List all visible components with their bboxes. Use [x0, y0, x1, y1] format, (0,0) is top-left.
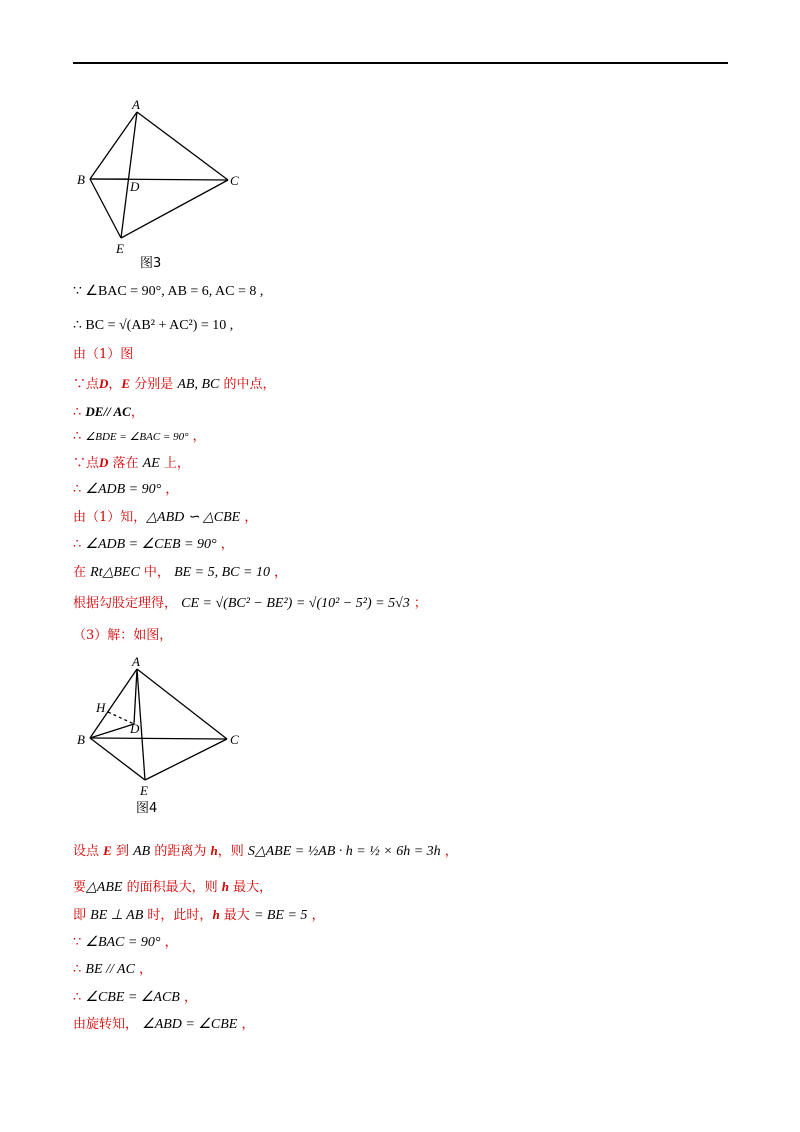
segment-be: [90, 179, 121, 238]
line-4: ∵点D，E 分别是 AB, BC 的中点，: [73, 376, 276, 392]
header-rule: [73, 62, 728, 64]
figure-4: [0, 652, 260, 827]
label-b: B: [77, 172, 85, 187]
label-e: E: [140, 783, 148, 798]
segment-ce: [145, 739, 227, 780]
segment-bc: [90, 738, 227, 739]
label-e: E: [116, 241, 124, 256]
line-3: 由（1）图: [73, 347, 134, 362]
line-6: ∴ ∠BDE = ∠BAC = 90° ，: [73, 429, 206, 444]
segment-ac: [137, 112, 228, 180]
line-1: ∵ ∠BAC = 90°, AB = 6, AC = 8 ,: [73, 284, 264, 299]
line-19: ∴ ∠CBE = ∠ACB ，: [73, 990, 197, 1005]
segment-be: [90, 738, 145, 780]
line-12: 根据勾股定理得， CE = √(BC² − BE²) = √(10² − 5²) = 5√3 ；: [73, 596, 427, 611]
label-a: A: [132, 97, 140, 112]
line-17: ∵ ∠BAC = 90° ，: [73, 935, 178, 950]
label-h: H: [96, 700, 106, 715]
figure-3-caption: 图3: [140, 256, 162, 271]
line-18: ∴ BE // AC ，: [73, 962, 153, 977]
line-20: 由旋转知， ∠ABD = ∠CBE ，: [73, 1017, 255, 1032]
line-16: 即 BE ⊥ AB 时，此时，h 最大 = BE = 5 ，: [73, 907, 325, 923]
line-5: ∴ DE// AC，: [73, 404, 144, 420]
label-b: B: [77, 732, 85, 747]
label-d: D: [130, 179, 140, 194]
label-c: C: [230, 173, 239, 188]
line-10: ∴ ∠ADB = ∠CEB = 90° ，: [73, 537, 234, 552]
line-13: （3）解：如图，: [73, 628, 173, 643]
segment-ac: [137, 669, 227, 739]
label-a: A: [132, 654, 140, 669]
label-c: C: [230, 732, 239, 747]
line-15: 要△ABE 的面积最大，则 h 最大，: [73, 879, 273, 895]
segment-ad: [134, 669, 137, 724]
line-11: 在 Rt△BEC 中， BE = 5, BC = 10 ，: [73, 565, 288, 580]
figure-3: [0, 95, 260, 270]
line-7: ∵点D 落在 AE 上，: [73, 455, 190, 471]
line-2: ∴ BC = √(AB² + AC²) = 10 ,: [73, 318, 234, 333]
segment-bd: [90, 724, 134, 738]
line-9: 由（1）知，△ABD ∽ △CBE ，: [73, 510, 258, 525]
line-14: 设点 E 到 AB 的距离为 h，则 S△ABE = ½AB · h = ½ × 6h = 3h ，: [73, 843, 458, 859]
label-d: D: [130, 721, 140, 736]
figure-4-caption: 图4: [136, 801, 158, 816]
line-8: ∴ ∠ADB = 90° ，: [73, 482, 179, 497]
